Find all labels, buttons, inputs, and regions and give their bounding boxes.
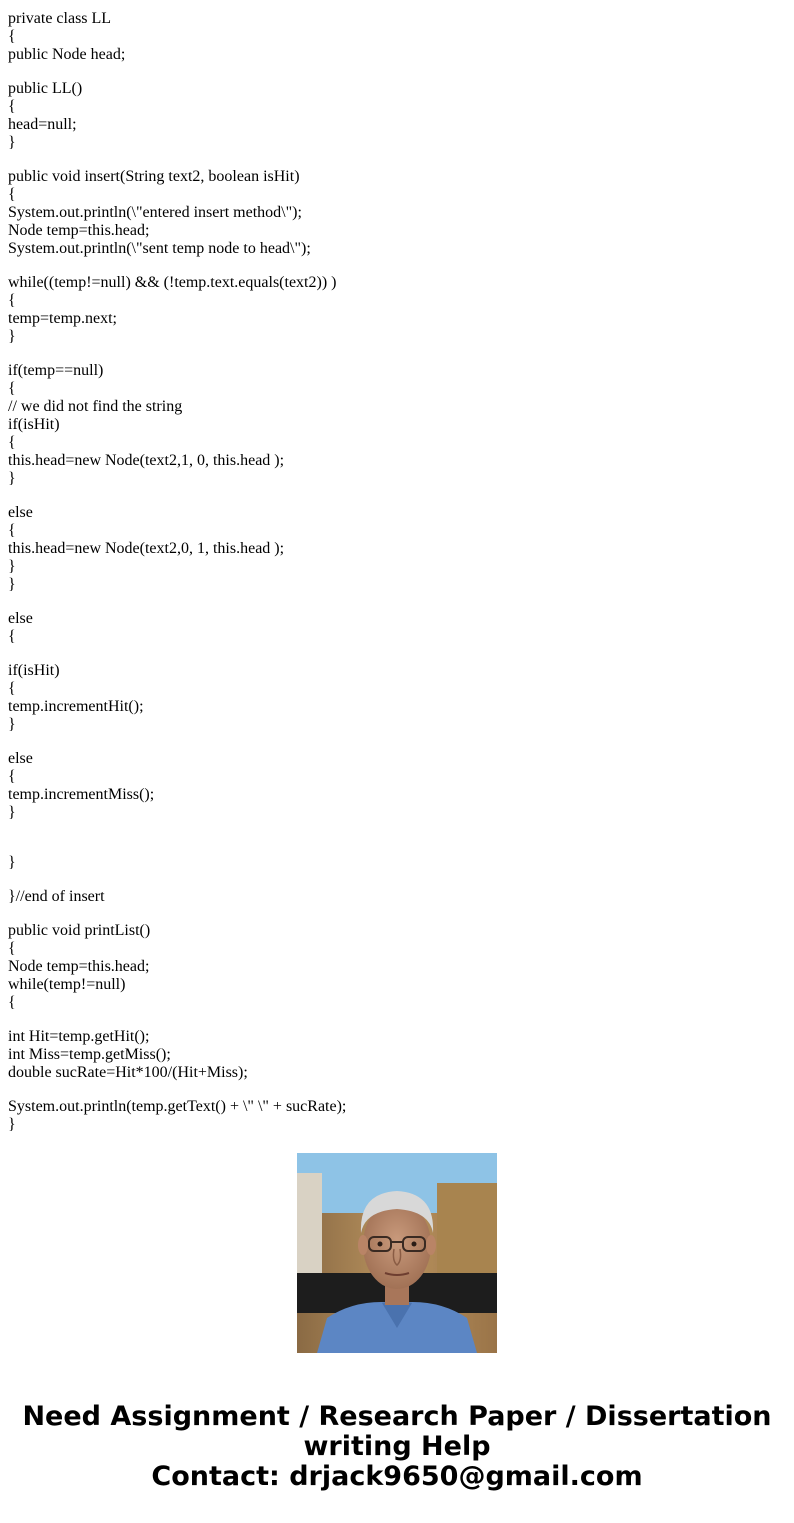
code-line: } [8, 558, 16, 575]
code-line: { [8, 434, 16, 451]
code-line: public Node head; [8, 46, 126, 63]
code-blank-line [8, 822, 788, 838]
promo-banner [0, 1402, 794, 1492]
code-line: temp=temp.next; [8, 310, 117, 327]
code-line: public LL() [8, 80, 83, 97]
author-avatar [297, 1153, 497, 1353]
code-blank-line [8, 838, 788, 854]
code-blank-line [8, 1012, 788, 1028]
promo-line-1: Need Assignment / Research Paper / Dissertation [22, 1401, 772, 1432]
code-line: { [8, 98, 16, 115]
code-blank-line [8, 872, 788, 888]
code-line: } [8, 854, 16, 871]
code-blank-line [8, 64, 788, 80]
code-blank-line [8, 346, 788, 362]
code-line: } [8, 716, 16, 733]
code-line: System.out.println(\"sent temp node to head\"); [8, 240, 311, 257]
code-line: } [8, 804, 16, 821]
code-line: Node temp=this.head; [8, 958, 150, 975]
code-blank-line [8, 646, 788, 662]
code-line: this.head=new Node(text2,1, 0, this.head ); [8, 452, 285, 469]
code-line: while(temp!=null) [8, 976, 126, 993]
code-line: { [8, 994, 16, 1011]
code-line: } [8, 1116, 16, 1133]
code-line: { [8, 522, 16, 539]
code-line: { [8, 186, 16, 203]
code-line: { [8, 628, 16, 645]
code-line: } [8, 576, 16, 593]
code-line: { [8, 292, 16, 309]
code-line: else [8, 504, 33, 521]
code-line: temp.incrementMiss(); [8, 786, 155, 803]
code-blank-line [8, 594, 788, 610]
code-line: { [8, 28, 16, 45]
code-line: System.out.println(temp.getText() + \" \" + sucRate); [8, 1098, 347, 1115]
code-line: public void insert(String text2, boolean isHit) [8, 168, 300, 185]
code-line: else [8, 610, 33, 627]
code-line: { [8, 940, 16, 957]
code-line: int Hit=temp.getHit(); [8, 1028, 150, 1045]
code-line: // we did not find the string [8, 398, 183, 415]
code-blank-line [8, 734, 788, 750]
code-line: }//end of insert [8, 888, 105, 905]
code-line: private class LL [8, 10, 112, 27]
code-blank-line [8, 1082, 788, 1098]
code-line: { [8, 380, 16, 397]
code-line: while((temp!=null) && (!temp.text.equals(text2)) ) [8, 274, 337, 291]
code-blank-line [8, 488, 788, 504]
code-blank-line [8, 906, 788, 922]
code-line: else [8, 750, 33, 767]
code-line: head=null; [8, 116, 77, 133]
code-line: System.out.println(\"entered insert method\"); [8, 204, 302, 221]
code-listing [8, 10, 788, 1133]
code-line: int Miss=temp.getMiss(); [8, 1046, 171, 1063]
code-line: if(temp==null) [8, 362, 104, 379]
code-line: public void printList() [8, 922, 151, 939]
code-line: } [8, 328, 16, 345]
code-line: } [8, 470, 16, 487]
code-blank-line [8, 152, 788, 168]
code-line: temp.incrementHit(); [8, 698, 144, 715]
code-line: { [8, 768, 16, 785]
promo-line-2: writing Help [303, 1431, 491, 1462]
code-line: if(isHit) [8, 416, 60, 433]
code-line: { [8, 680, 16, 697]
code-line: this.head=new Node(text2,0, 1, this.head ); [8, 540, 285, 557]
code-line: double sucRate=Hit*100/(Hit+Miss); [8, 1064, 248, 1081]
code-blank-line [8, 258, 788, 274]
promo-line-3: Contact: drjack9650@gmail.com [151, 1461, 643, 1492]
code-line: Node temp=this.head; [8, 222, 150, 239]
code-line: if(isHit) [8, 662, 60, 679]
code-line: } [8, 134, 16, 151]
